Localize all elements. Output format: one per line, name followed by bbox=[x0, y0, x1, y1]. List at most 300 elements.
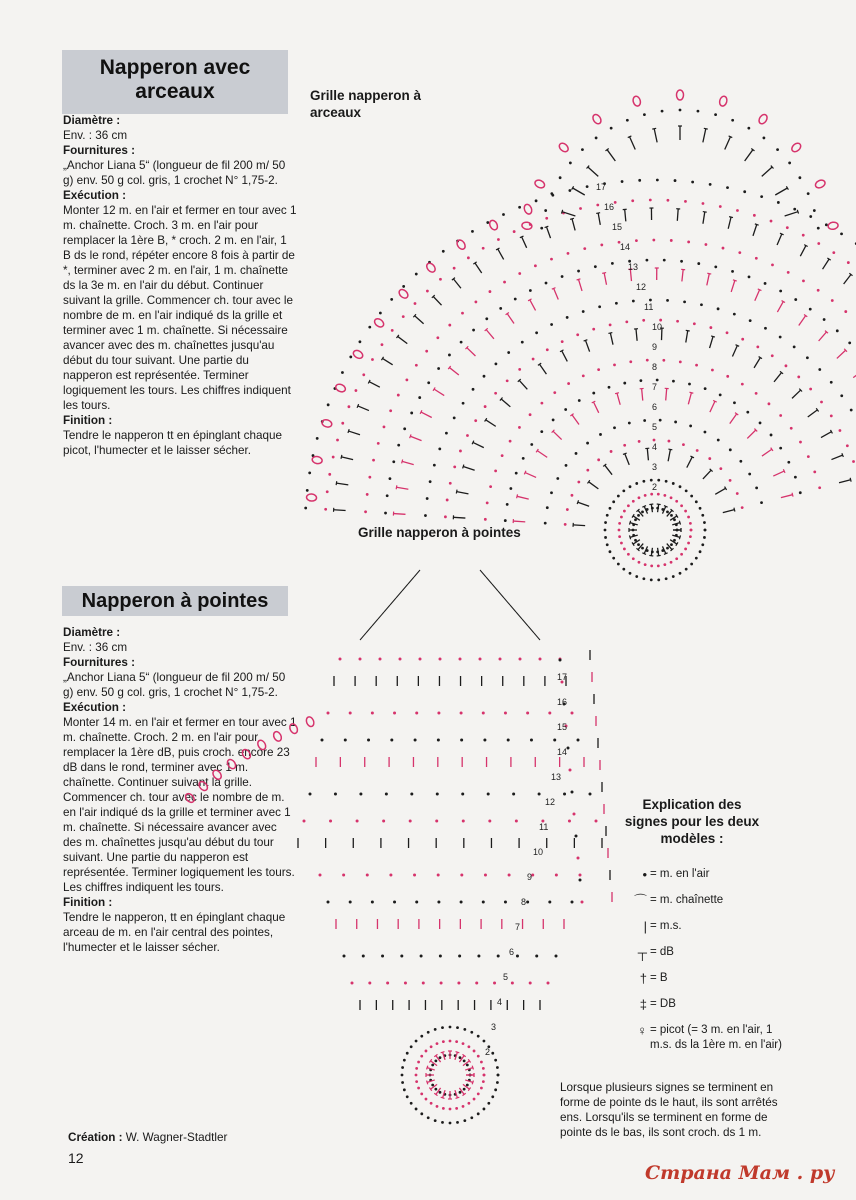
chain-stitch-mark bbox=[526, 901, 529, 904]
chain-stitch-mark bbox=[436, 1042, 439, 1045]
chain-stitch-mark bbox=[449, 1026, 452, 1029]
edge-mark bbox=[510, 605, 516, 612]
chain-stitch-mark bbox=[356, 820, 359, 823]
chain-stitch-mark bbox=[441, 1121, 444, 1124]
chain-stitch-mark bbox=[457, 982, 460, 985]
chain-stitch-mark bbox=[382, 820, 385, 823]
chain-stitch-mark bbox=[579, 874, 582, 877]
chain-stitch-mark bbox=[329, 820, 332, 823]
edge-mark bbox=[534, 633, 540, 640]
pattern1-title: Napperon avec arceaux bbox=[62, 50, 288, 114]
chain-stitch-mark bbox=[463, 1028, 466, 1031]
chain-stitch-mark bbox=[434, 1028, 437, 1031]
chain-stitch-mark bbox=[526, 712, 529, 715]
chain-stitch-mark bbox=[530, 739, 533, 742]
chain-stitch-mark bbox=[491, 1052, 494, 1055]
chain-stitch-mark bbox=[462, 1042, 465, 1045]
chain-stitch-mark bbox=[367, 739, 370, 742]
chain-stitch-mark bbox=[303, 820, 306, 823]
edge-mark bbox=[414, 570, 420, 577]
chain-stitch-mark bbox=[548, 901, 551, 904]
chain-stitch-mark bbox=[436, 1105, 439, 1108]
edge-mark bbox=[384, 605, 390, 612]
chain-stitch-mark bbox=[483, 1040, 486, 1043]
edge-mark bbox=[408, 577, 414, 584]
edge-mark bbox=[366, 626, 372, 633]
chain-stitch-mark bbox=[497, 1074, 500, 1077]
chain-stitch-mark bbox=[480, 1087, 483, 1090]
round-number: 12 bbox=[636, 282, 647, 292]
chain-stitch-mark bbox=[437, 874, 440, 877]
chain-stitch-mark bbox=[334, 793, 337, 796]
chain-stitch-mark bbox=[399, 658, 402, 661]
legend-row: † = B bbox=[622, 971, 792, 997]
chain-stitch-mark bbox=[400, 955, 403, 958]
chain-stitch-mark bbox=[403, 1088, 406, 1091]
chain-stitch-mark bbox=[470, 1031, 473, 1034]
chain-stitch-mark bbox=[420, 1092, 423, 1095]
diametre-value: Env. : 36 cm bbox=[63, 641, 128, 654]
picot-mark bbox=[226, 758, 237, 770]
round-number: 2 bbox=[652, 482, 658, 492]
chain-stitch-mark bbox=[458, 955, 461, 958]
chain-stitch-mark bbox=[406, 1095, 409, 1098]
chain-stitch-mark bbox=[368, 982, 371, 985]
chain-stitch-mark bbox=[548, 712, 551, 715]
chain-stitch-mark bbox=[427, 1116, 430, 1119]
chain-stitch-mark bbox=[460, 874, 463, 877]
chain-stitch-mark bbox=[415, 712, 418, 715]
chain-stitch-mark bbox=[462, 820, 465, 823]
chain-stitch-mark bbox=[508, 874, 511, 877]
chain-stitch-mark bbox=[499, 658, 502, 661]
legend-note: Lorsque plusieurs signes se terminent en forme de pointe ds le haut, ils sont arrêtés ens. Lorsqu'ils se terminent en forme de pointe ds le bas, ils sont croch. ds 1 m. bbox=[560, 1081, 778, 1139]
chain-stitch-mark bbox=[466, 1084, 469, 1087]
edge-mark bbox=[522, 619, 528, 626]
legend-row: | = m.s. bbox=[622, 919, 792, 945]
chain-stitch-mark bbox=[414, 739, 417, 742]
chain-stitch-mark bbox=[415, 1067, 418, 1070]
pattern2-title: Napperon à pointes bbox=[62, 586, 288, 616]
chain-stitch-mark bbox=[379, 658, 382, 661]
chain-stitch-mark bbox=[425, 1050, 428, 1053]
edge-mark bbox=[360, 633, 366, 640]
chain-stitch-mark bbox=[571, 901, 574, 904]
chain-stitch-mark bbox=[344, 739, 347, 742]
chain-stitch-mark bbox=[487, 1102, 490, 1105]
chain-stitch-mark bbox=[555, 874, 558, 877]
finition-text: Tendre le napperon tt en épinglant chaque picot, l'humecter et le laisser sécher. bbox=[63, 429, 282, 457]
chain-stitch-mark bbox=[401, 1074, 404, 1077]
chain-stitch-mark bbox=[441, 1026, 444, 1029]
round-number: 6 bbox=[509, 947, 515, 957]
chart2-title: Grille napperon à pointes bbox=[358, 525, 521, 540]
chain-stitch-mark bbox=[327, 712, 330, 715]
chain-stitch-mark bbox=[482, 901, 485, 904]
round-number: 15 bbox=[557, 722, 568, 732]
chain-stitch-mark bbox=[461, 793, 464, 796]
chain-stitch-mark bbox=[390, 739, 393, 742]
chain-stitch-mark bbox=[553, 739, 556, 742]
chain-stitch-mark bbox=[463, 1059, 466, 1062]
edge-mark bbox=[486, 577, 492, 584]
finition-label: Finition : bbox=[63, 896, 113, 909]
round-number: 4 bbox=[497, 997, 503, 1007]
chain-stitch-mark bbox=[393, 901, 396, 904]
chain-stitch-mark bbox=[437, 901, 440, 904]
chain-stitch-mark bbox=[439, 1056, 442, 1059]
round-number: 6 bbox=[652, 402, 658, 412]
chain-stitch-mark bbox=[459, 1091, 462, 1094]
chain-stitch-mark bbox=[401, 1066, 404, 1069]
picot-mark bbox=[197, 780, 209, 792]
round-number: 5 bbox=[503, 972, 509, 982]
round-number: 17 bbox=[557, 672, 568, 682]
round-number: 3 bbox=[491, 1022, 497, 1032]
chain-stitch-mark bbox=[559, 659, 562, 662]
chain-stitch-mark bbox=[535, 955, 538, 958]
chain-stitch-mark bbox=[417, 1087, 420, 1090]
chain-stitch-mark bbox=[381, 955, 384, 958]
chain-stitch-mark bbox=[309, 793, 312, 796]
chain-stitch-mark bbox=[538, 793, 541, 796]
fournitures-text: „Anchor Liana 5“ (longueur de fil 200 m/ 50 g) env. 50 g col. gris, 1 crochet N° 1,75-2. bbox=[63, 159, 286, 187]
chain-stitch-mark bbox=[422, 982, 425, 985]
round-number: 8 bbox=[652, 362, 658, 372]
chain-stitch-mark bbox=[477, 1035, 480, 1038]
fournitures-label: Fournitures : bbox=[63, 656, 136, 669]
chain-stitch-mark bbox=[339, 658, 342, 661]
chain-stitch-mark bbox=[342, 874, 345, 877]
chain-stitch-icon: • bbox=[642, 867, 647, 882]
chain-stitch-mark bbox=[579, 879, 582, 882]
credit: Création : W. Wagner-Stadtler bbox=[68, 1131, 228, 1144]
chain-stitch-mark bbox=[420, 1112, 423, 1115]
chain-stitch-mark bbox=[494, 1088, 497, 1091]
chain-stitch-mark bbox=[463, 1088, 466, 1091]
chain-stitch-mark bbox=[466, 1064, 469, 1067]
chain-stitch-mark bbox=[415, 1040, 418, 1043]
chain-stitch-mark bbox=[425, 1098, 428, 1101]
round-number: 16 bbox=[604, 202, 615, 212]
edge-mark bbox=[390, 598, 396, 605]
chart1-title: Grille napperon à arceaux bbox=[310, 88, 422, 120]
chain-stitch-mark bbox=[515, 820, 518, 823]
chain-stitch-mark bbox=[455, 1040, 458, 1043]
edge-mark bbox=[492, 584, 498, 591]
chain-stitch-mark bbox=[420, 1035, 423, 1038]
legend-title: Explication des signes pour les deux modèles : bbox=[624, 797, 760, 846]
chain-stitch-mark bbox=[483, 739, 486, 742]
chain-stitch-mark bbox=[437, 739, 440, 742]
round-number: 10 bbox=[533, 847, 544, 857]
chain-stitch-mark bbox=[477, 955, 480, 958]
chain-stitch-mark bbox=[479, 658, 482, 661]
chain-stitch-mark bbox=[434, 1119, 437, 1122]
chain-stitch-mark bbox=[463, 1119, 466, 1122]
chain-stitch-mark bbox=[473, 1098, 476, 1101]
chain-stitch-mark bbox=[351, 982, 354, 985]
chain-stitch-mark bbox=[435, 820, 438, 823]
chain-stitch-mark bbox=[349, 712, 352, 715]
chain-stitch-mark bbox=[494, 1059, 497, 1062]
diametre-label: Diamètre : bbox=[63, 626, 121, 639]
chain-stitch-mark bbox=[595, 820, 598, 823]
chain-stitch-mark bbox=[459, 1056, 462, 1059]
double-crochet-icon: † bbox=[639, 971, 647, 986]
chain-stitch-mark bbox=[420, 1055, 423, 1058]
chain-stitch-mark bbox=[482, 1080, 485, 1083]
chain-stitch-mark bbox=[359, 658, 362, 661]
chain-stitch-mark bbox=[427, 1031, 430, 1034]
round-number: 12 bbox=[545, 797, 556, 807]
chain-stitch-mark bbox=[496, 1066, 499, 1069]
chain-stitch-mark bbox=[436, 793, 439, 796]
stitch-top-mark bbox=[441, 1097, 445, 1098]
chain-stitch-mark bbox=[507, 739, 510, 742]
chain-stitch-mark bbox=[460, 901, 463, 904]
execution-label: Exécution : bbox=[63, 701, 126, 714]
chain-stitch-mark bbox=[403, 1059, 406, 1062]
chain-stitch-mark bbox=[493, 982, 496, 985]
round-number: 16 bbox=[557, 697, 568, 707]
finition-text: Tendre le napperon, tt en épinglant chaque arceau de m. en l'air central des pointes, l'humecter et le laisser sécher. bbox=[63, 911, 286, 954]
chain-stitch-mark bbox=[467, 1102, 470, 1105]
chain-stitch-mark bbox=[482, 1067, 485, 1070]
symbol-legend bbox=[622, 796, 792, 1079]
edge-mark bbox=[498, 591, 504, 598]
chain-stitch-mark bbox=[477, 1112, 480, 1115]
chain-stitch-mark bbox=[449, 1122, 452, 1125]
stitch-top-mark bbox=[427, 1081, 428, 1085]
chain-stitch-mark bbox=[516, 955, 519, 958]
chain-stitch-mark bbox=[415, 1080, 418, 1083]
chain-stitch-mark bbox=[547, 982, 550, 985]
chain-stitch-mark bbox=[440, 982, 443, 985]
legend-row: ♀ = picot (= 3 m. en l'air, 1 m.s. ds la 1ère m. en l'air) bbox=[622, 1023, 792, 1079]
chain-stitch-mark bbox=[467, 1045, 470, 1048]
round-number: 17 bbox=[596, 182, 607, 192]
chain-stitch-mark bbox=[362, 955, 365, 958]
picot-mark bbox=[211, 769, 223, 781]
execution-text: Monter 14 m. en l'air et fermer en tour avec 1 m. chaînette. Croch. 2 m. en l'air pour remplacer la 1ère dB, puis croch. encore 23 dB dans le rond, terminer avec 1 m. chaînette. Continuer suivant la grille. Commencer ch. tour avec le nombre de m. en l'air indiqué ds la grille et terminer avec 1 m. chaînette. Si nécessaire avancer avec des m. chaînettes jusqu'au début du tour suivant. Une partie du napperon est représentée. Terminer logiquement les tours. Les chiffres indiquent les tours. bbox=[63, 716, 297, 894]
chain-stitch-mark bbox=[389, 874, 392, 877]
chain-stitch-mark bbox=[477, 1092, 480, 1095]
page-number: 12 bbox=[68, 1150, 84, 1166]
chain-stitch-mark bbox=[385, 793, 388, 796]
chain-stitch-mark bbox=[470, 1116, 473, 1119]
edge-mark bbox=[396, 591, 402, 598]
round-number: 8 bbox=[521, 897, 527, 907]
site-watermark: Страна Мам . ру bbox=[645, 1162, 835, 1184]
edge-mark bbox=[480, 570, 486, 577]
slip-stitch-icon: ⌒ bbox=[633, 893, 647, 908]
picot-mark bbox=[288, 723, 298, 735]
chain-stitch-mark bbox=[439, 658, 442, 661]
chain-stitch-mark bbox=[482, 712, 485, 715]
chain-stitch-mark bbox=[430, 1102, 433, 1105]
edge-mark bbox=[528, 626, 534, 633]
stitch-top-mark bbox=[472, 1066, 473, 1070]
chain-stitch-mark bbox=[571, 712, 574, 715]
chain-stitch-mark bbox=[434, 1059, 437, 1062]
chain-stitch-mark bbox=[449, 1040, 452, 1043]
round-number: 5 bbox=[652, 422, 658, 432]
chain-stitch-mark bbox=[431, 1064, 434, 1067]
chain-stitch-mark bbox=[321, 739, 324, 742]
chain-stitch-mark bbox=[459, 658, 462, 661]
round-number: 15 bbox=[612, 222, 623, 232]
execution-label: Exécution : bbox=[63, 189, 126, 202]
chain-stitch-mark bbox=[366, 874, 369, 877]
half-double-icon: ┬ bbox=[637, 945, 647, 960]
round-number: 9 bbox=[652, 342, 658, 352]
chain-stitch-mark bbox=[319, 874, 322, 877]
chain-stitch-mark bbox=[386, 982, 389, 985]
chain-stitch-mark bbox=[327, 901, 330, 904]
treble-crochet-icon: ‡ bbox=[639, 997, 647, 1012]
chain-stitch-mark bbox=[504, 712, 507, 715]
chain-stitch-mark bbox=[589, 793, 592, 796]
stitch-top-mark bbox=[456, 1097, 460, 1098]
chain-stitch-mark bbox=[371, 712, 374, 715]
chain-stitch-mark bbox=[439, 955, 442, 958]
legend-row: ⌒ = m. chaînette bbox=[622, 893, 792, 919]
chain-stitch-mark bbox=[439, 1091, 442, 1094]
chain-stitch-mark bbox=[415, 1074, 418, 1077]
chain-stitch-mark bbox=[484, 874, 487, 877]
chain-stitch-mark bbox=[488, 820, 491, 823]
chain-stitch-mark bbox=[419, 658, 422, 661]
chain-stitch-mark bbox=[577, 739, 580, 742]
stitch-top-mark bbox=[456, 1052, 460, 1053]
chain-stitch-mark bbox=[401, 1081, 404, 1084]
chain-stitch-mark bbox=[480, 1061, 483, 1064]
chain-stitch-mark bbox=[496, 1081, 499, 1084]
round-number: 7 bbox=[652, 382, 658, 392]
round-number: 13 bbox=[551, 772, 562, 782]
stitch-top-mark bbox=[472, 1081, 473, 1085]
chain-stitch-mark bbox=[434, 1088, 437, 1091]
round-number: 14 bbox=[557, 747, 568, 757]
picot-mark bbox=[256, 739, 267, 751]
chain-stitch-mark bbox=[512, 793, 515, 796]
chain-stitch-mark bbox=[404, 982, 407, 985]
legend-row: • = m. en l'air bbox=[622, 867, 792, 893]
picot-mark bbox=[184, 792, 196, 804]
chain-stitch-mark bbox=[577, 857, 580, 860]
chain-stitch-mark bbox=[477, 1055, 480, 1058]
chain-stitch-mark bbox=[511, 982, 514, 985]
chain-stitch-mark bbox=[519, 658, 522, 661]
diametre-value: Env. : 36 cm bbox=[63, 129, 128, 142]
chain-stitch-mark bbox=[409, 820, 412, 823]
round-number: 11 bbox=[644, 302, 654, 312]
chain-stitch-mark bbox=[483, 1108, 486, 1111]
execution-text: Monter 12 m. en l'air et fermer en tour avec 1 m. chaînette. Croch. 3 m. en l'air pour remplacer la 1ère B, * croch. 2 m. en l'air, 1 B ds le rond, répéter encore 8 fois à partir de *, terminer avec 2 m. en l'air, 1 m. chaînette ds la 3e m. en l'air du début. Continuer suivant la grille. Commencer ch. tour avec le nombre de m. en l'air indiqué ds la grille et terminer avec 1 m. chaînette. Si nécessaire avancer avec des m. chaînettes jusqu'au début du tour suivant. Une partie du napperon est représentée. Terminer logiquement les tours. Les chiffres indiquent les tours. bbox=[63, 204, 297, 412]
finition-label: Finition : bbox=[63, 414, 113, 427]
chain-stitch-mark bbox=[497, 955, 500, 958]
chain-stitch-mark bbox=[431, 1084, 434, 1087]
edge-mark bbox=[516, 612, 522, 619]
round-number: 3 bbox=[652, 462, 658, 472]
chain-stitch-mark bbox=[371, 901, 374, 904]
edge-mark bbox=[372, 619, 378, 626]
chain-stitch-mark bbox=[343, 955, 346, 958]
chain-stitch-mark bbox=[442, 1040, 445, 1043]
chain-stitch-mark bbox=[462, 1105, 465, 1108]
fournitures-text: „Anchor Liana 5“ (longueur de fil 200 m/ 50 g) env. 50 g col. gris, 1 crochet N° 1,75-2. bbox=[63, 671, 286, 699]
chain-stitch-mark bbox=[349, 901, 352, 904]
picot-mark bbox=[305, 716, 315, 728]
round-number: 14 bbox=[620, 242, 631, 252]
chain-stitch-mark bbox=[483, 1074, 486, 1077]
fournitures-label: Fournitures : bbox=[63, 144, 136, 157]
chain-stitch-mark bbox=[555, 955, 558, 958]
chain-stitch-mark bbox=[410, 1102, 413, 1105]
legend-row: ┬ = dB bbox=[622, 945, 792, 971]
picot-mark bbox=[241, 748, 252, 760]
chain-stitch-mark bbox=[573, 813, 576, 816]
chain-stitch-mark bbox=[456, 1121, 459, 1124]
chain-stitch-mark bbox=[449, 1108, 452, 1111]
edge-mark bbox=[378, 612, 384, 619]
chain-stitch-mark bbox=[415, 1108, 418, 1111]
chain-stitch-mark bbox=[417, 1061, 420, 1064]
edge-mark bbox=[504, 598, 510, 605]
chain-stitch-mark bbox=[487, 793, 490, 796]
chain-stitch-mark bbox=[475, 982, 478, 985]
legend-row: ‡ = DB bbox=[622, 997, 792, 1023]
chain-stitch-mark bbox=[571, 791, 574, 794]
round-number: 7 bbox=[515, 922, 521, 932]
picot-mark bbox=[272, 730, 283, 742]
chain-stitch-mark bbox=[437, 712, 440, 715]
single-crochet-icon: | bbox=[643, 919, 647, 934]
chain-stitch-mark bbox=[413, 874, 416, 877]
chain-stitch-mark bbox=[473, 1050, 476, 1053]
chain-stitch-mark bbox=[563, 793, 566, 796]
chain-stitch-mark bbox=[410, 1045, 413, 1048]
chain-stitch-mark bbox=[529, 982, 532, 985]
chain-stitch-mark bbox=[460, 739, 463, 742]
chain-stitch-mark bbox=[569, 769, 572, 772]
edge-mark bbox=[402, 584, 408, 591]
chain-stitch-mark bbox=[359, 793, 362, 796]
round-number: 11 bbox=[539, 822, 549, 832]
chain-stitch-mark bbox=[460, 712, 463, 715]
chain-stitch-mark bbox=[393, 712, 396, 715]
chain-stitch-mark bbox=[456, 1026, 459, 1029]
stitch-top-mark bbox=[441, 1052, 445, 1053]
round-number: 4 bbox=[652, 442, 658, 452]
chain-stitch-mark bbox=[430, 1045, 433, 1048]
round-number: 10 bbox=[652, 322, 663, 332]
diametre-label: Diamètre : bbox=[63, 114, 121, 127]
chain-stitch-mark bbox=[539, 658, 542, 661]
chain-stitch-mark bbox=[406, 1052, 409, 1055]
chain-stitch-mark bbox=[575, 835, 578, 838]
chain-stitch-mark bbox=[455, 1107, 458, 1110]
chain-stitch-mark bbox=[410, 793, 413, 796]
picot-icon: ♀ bbox=[637, 1023, 647, 1038]
chain-stitch-mark bbox=[568, 820, 571, 823]
chain-stitch-mark bbox=[504, 901, 507, 904]
round-number: 13 bbox=[628, 262, 639, 272]
stitch-top-mark bbox=[427, 1066, 428, 1070]
chain-stitch-mark bbox=[415, 901, 418, 904]
chain-stitch-mark bbox=[491, 1095, 494, 1098]
